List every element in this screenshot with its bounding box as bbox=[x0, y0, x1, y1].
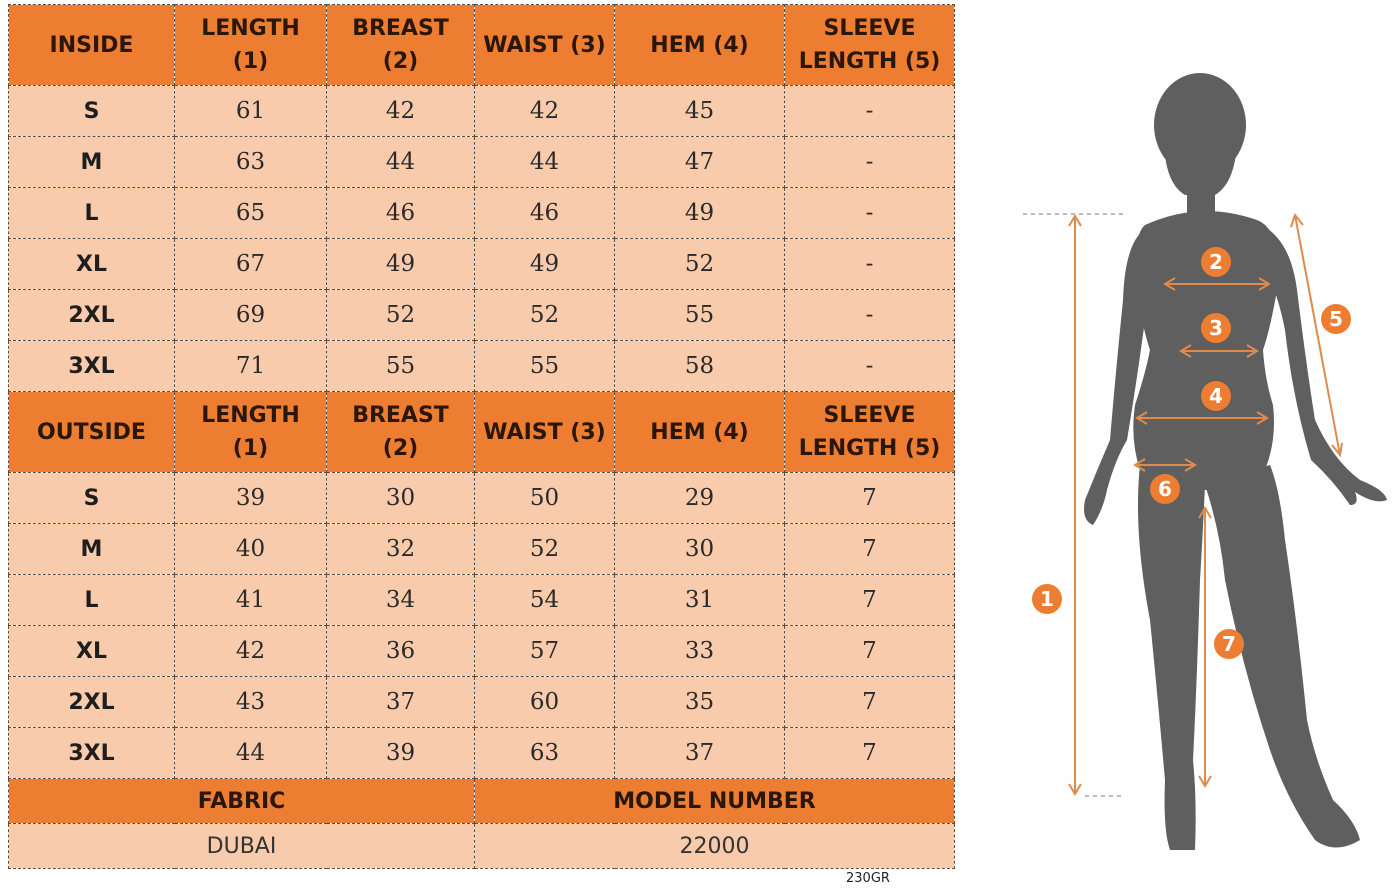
column-header-line1: BREAST bbox=[352, 403, 449, 428]
measurement-cell: 43 bbox=[175, 677, 327, 728]
size-chart-table bbox=[8, 4, 955, 869]
table-row bbox=[9, 677, 955, 728]
measurement-cell: 71 bbox=[175, 341, 327, 392]
measurement-cell: 42 bbox=[175, 626, 327, 677]
measurement-cell: - bbox=[785, 86, 955, 137]
column-header-line2: (1) bbox=[232, 49, 269, 74]
column-header-line1: SLEEVE bbox=[823, 403, 916, 428]
size-label: 3XL bbox=[9, 341, 175, 392]
model-number-label: MODEL NUMBER bbox=[475, 779, 955, 824]
measurement-cell: 40 bbox=[175, 524, 327, 575]
column-header-line1: BREAST bbox=[352, 16, 449, 41]
measurement-cell: 49 bbox=[475, 239, 615, 290]
measurement-cell: 63 bbox=[475, 728, 615, 779]
measurement-cell: 37 bbox=[327, 677, 475, 728]
inside-column-header bbox=[615, 5, 785, 86]
measurement-cell: 7 bbox=[785, 524, 955, 575]
measurement-cell: 29 bbox=[615, 473, 785, 524]
measurement-cell: 37 bbox=[615, 728, 785, 779]
measurement-cell: 67 bbox=[175, 239, 327, 290]
table-row bbox=[9, 524, 955, 575]
column-header-line1: LENGTH bbox=[201, 403, 300, 428]
inside-column-header bbox=[475, 5, 615, 86]
column-header-line1: SLEEVE bbox=[823, 16, 916, 41]
size-label: M bbox=[9, 137, 175, 188]
measurement-cell: - bbox=[785, 341, 955, 392]
inside-column-header bbox=[785, 5, 955, 86]
measurement-cell: 45 bbox=[615, 86, 785, 137]
size-label: 3XL bbox=[9, 728, 175, 779]
column-header-line2: (2) bbox=[382, 49, 419, 74]
table-row bbox=[9, 290, 955, 341]
svg-text:3: 3 bbox=[1209, 316, 1223, 340]
marker-6 bbox=[1150, 474, 1180, 504]
measurement-cell: - bbox=[785, 239, 955, 290]
outside-column-header bbox=[175, 392, 327, 473]
svg-text:6: 6 bbox=[1158, 477, 1172, 501]
size-label: M bbox=[9, 524, 175, 575]
size-label: 2XL bbox=[9, 290, 175, 341]
measurement-cell: 30 bbox=[615, 524, 785, 575]
svg-text:1: 1 bbox=[1040, 587, 1054, 611]
table-row bbox=[9, 575, 955, 626]
measurement-cell: 7 bbox=[785, 575, 955, 626]
measurement-cell: 31 bbox=[615, 575, 785, 626]
measurement-cell: 55 bbox=[327, 341, 475, 392]
measurement-cell: 60 bbox=[475, 677, 615, 728]
fabric-value: DUBAI bbox=[9, 824, 475, 869]
inside-column-header bbox=[175, 5, 327, 86]
marker-2 bbox=[1201, 247, 1231, 277]
measurement-cell: 49 bbox=[327, 239, 475, 290]
measurement-cell: 57 bbox=[475, 626, 615, 677]
table-row bbox=[9, 86, 955, 137]
column-header-line1: WAIST (3) bbox=[483, 419, 606, 445]
measurement-cell: 44 bbox=[327, 137, 475, 188]
measurement-cell: 52 bbox=[475, 290, 615, 341]
size-label: L bbox=[9, 188, 175, 239]
measurement-cell: 58 bbox=[615, 341, 785, 392]
measurement-cell: 46 bbox=[327, 188, 475, 239]
marker-1 bbox=[1032, 584, 1062, 614]
outside-column-header bbox=[327, 392, 475, 473]
column-header-line2: LENGTH (5) bbox=[798, 49, 941, 74]
measurement-cell: 7 bbox=[785, 728, 955, 779]
outside-section-label: OUTSIDE bbox=[9, 392, 175, 473]
measurement-cell: 33 bbox=[615, 626, 785, 677]
size-label: XL bbox=[9, 626, 175, 677]
column-header-line1: HEM (4) bbox=[650, 32, 749, 58]
size-label: L bbox=[9, 575, 175, 626]
outside-column-header bbox=[475, 392, 615, 473]
measurement-cell: 44 bbox=[475, 137, 615, 188]
table-row bbox=[9, 137, 955, 188]
size-label: S bbox=[9, 86, 175, 137]
column-header-line2: (2) bbox=[382, 436, 419, 461]
table-row bbox=[9, 188, 955, 239]
measurement-cell: 44 bbox=[175, 728, 327, 779]
measurement-cell: 52 bbox=[327, 290, 475, 341]
measurement-cell: 39 bbox=[175, 473, 327, 524]
measurement-cell: 7 bbox=[785, 677, 955, 728]
measurement-cell: 52 bbox=[475, 524, 615, 575]
measurement-cell: 7 bbox=[785, 473, 955, 524]
measurement-cell: 46 bbox=[475, 188, 615, 239]
marker-4 bbox=[1201, 381, 1231, 411]
measurement-cell: 63 bbox=[175, 137, 327, 188]
size-label: 2XL bbox=[9, 677, 175, 728]
inside-section-label: INSIDE bbox=[9, 5, 175, 86]
table-row bbox=[9, 473, 955, 524]
body-measurement-figure bbox=[1015, 60, 1395, 870]
measurement-cell: 32 bbox=[327, 524, 475, 575]
measurement-cell: 55 bbox=[475, 341, 615, 392]
model-number-value: 22000 bbox=[475, 824, 955, 869]
table-row bbox=[9, 341, 955, 392]
table-row bbox=[9, 728, 955, 779]
marker-5 bbox=[1321, 304, 1351, 334]
inside-column-header bbox=[327, 5, 475, 86]
measurement-cell: 50 bbox=[475, 473, 615, 524]
column-header-line2: (1) bbox=[232, 436, 269, 461]
fabric-label: FABRIC bbox=[9, 779, 475, 824]
size-label: XL bbox=[9, 239, 175, 290]
measurement-cell: 42 bbox=[327, 86, 475, 137]
measurement-cell: 47 bbox=[615, 137, 785, 188]
svg-text:5: 5 bbox=[1329, 307, 1343, 331]
measurement-cell: 34 bbox=[327, 575, 475, 626]
measurement-cell: 39 bbox=[327, 728, 475, 779]
table-row bbox=[9, 626, 955, 677]
column-header-line1: WAIST (3) bbox=[483, 32, 606, 58]
column-header-line1: HEM (4) bbox=[650, 419, 749, 445]
measurement-cell: - bbox=[785, 137, 955, 188]
measurement-cell: 54 bbox=[475, 575, 615, 626]
measurement-cell: 36 bbox=[327, 626, 475, 677]
table-row bbox=[9, 239, 955, 290]
measurement-cell: - bbox=[785, 188, 955, 239]
svg-text:7: 7 bbox=[1222, 632, 1236, 656]
size-label: S bbox=[9, 473, 175, 524]
measurement-cell: 61 bbox=[175, 86, 327, 137]
column-header-line2: LENGTH (5) bbox=[798, 436, 941, 461]
measurement-cell: 7 bbox=[785, 626, 955, 677]
measurement-cell: 49 bbox=[615, 188, 785, 239]
outside-column-header bbox=[785, 392, 955, 473]
measurement-cell: 42 bbox=[475, 86, 615, 137]
measurement-cell: 41 bbox=[175, 575, 327, 626]
measurement-cell: 52 bbox=[615, 239, 785, 290]
marker-3 bbox=[1201, 313, 1231, 343]
measurement-cell: 30 bbox=[327, 473, 475, 524]
column-header-line1: LENGTH bbox=[201, 16, 300, 41]
product-code: 230GR bbox=[846, 871, 890, 886]
measurement-cell: 69 bbox=[175, 290, 327, 341]
svg-text:4: 4 bbox=[1209, 384, 1223, 408]
marker-7 bbox=[1214, 629, 1244, 659]
svg-text:2: 2 bbox=[1209, 250, 1223, 274]
measurement-cell: - bbox=[785, 290, 955, 341]
measurement-cell: 55 bbox=[615, 290, 785, 341]
outside-column-header bbox=[615, 392, 785, 473]
body-silhouette bbox=[1084, 73, 1387, 850]
measurement-cell: 65 bbox=[175, 188, 327, 239]
measurement-cell: 35 bbox=[615, 677, 785, 728]
